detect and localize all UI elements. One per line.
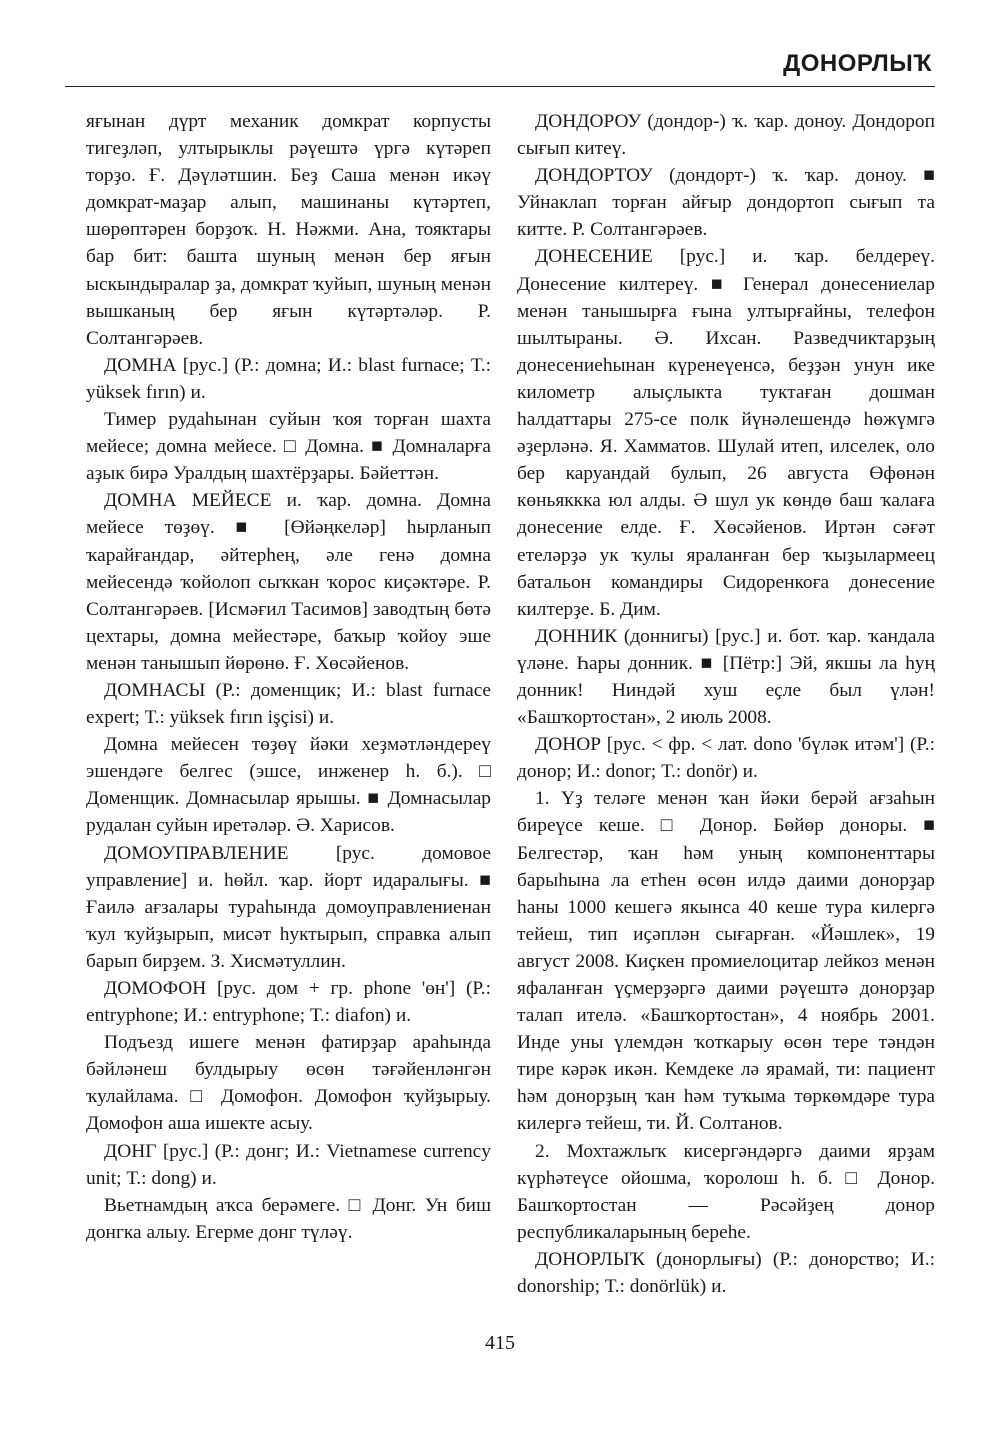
entry-headword: ДОМНА МЕЙЕСЕ и. ҡар. домна. Домна мейесе төҙөү. ■ [Өйәңкеләр] һырланып ҡарайғандар, әйтерһең, әле генә домна мейесендә ҡойолоп сыҡкан ҡорос киҫәктәре. Р. Солтангәрәев. [Исмәғил Тасимов] заводтың бөтә цехтары, домна мейестәре, баҡыр ҡойоу эше менән танышып йөрөнө. Ғ. Хөсәйенов.	[86, 490, 491, 674]
right-column	[517, 108, 935, 1300]
entry-headword: ДОМНА [рус.] (Р.: домна; И.: blast furnace; Т.: yüksek fırın) и.	[86, 354, 491, 403]
entry-headword: ДОНДОРТОУ (дондорт-) ҡ. ҡар. доноу. ■ Уйнаклап торған айғыр дондортоп сығып та китте. Р. Солтангәрәев.	[517, 165, 935, 241]
entry-headword: ДОНГ [рус.] (Р.: донг; И.: Vietnamese currency unit; Т.: dong) и.	[86, 1140, 491, 1189]
entry-headword: ДОНОРЛЫҠ (донорлығы) (Р.: донорство; И.: donorship; Т.: donörlük) и.	[517, 1248, 935, 1298]
page-number: 415	[485, 1332, 515, 1354]
entry-headword: ДОНЕСЕНИЕ [рус.] и. ҡар. белдереү. Донесение килтереү. ■ Генерал донесениелар менән танышырға ғына ултырғайны, телефон шылтыраны. Ә. Ихсан. Разведчиктарҙың донесениеһынан күренеүенсә, беҙҙән унун ике километр алыҫлыкта туктаған дошман һалдаттары 275-се полк йүнәлешендә һөжүмгә әҙерләнә. Я. Хамматов. Шулай итеп, илселек, оло бер каруандай булып, 26 августа Өфөнән көньяккка юл алды. Ә шул ук көндө баш ҡалаға донесение елде. Ғ. Хөсәйенов. Иртән сәғәт етеләрҙә ук ҡулы яраланған бер ҡыҙылармеец батальон командиры Сидоренкоға донесение килтерҙе. Б. Дим.	[517, 246, 935, 620]
entry-paragraph: яғынан дүрт механик домкрат корпусты тигеҙләп, ултырыклы рәүештә үргә күтәреп торҙо. Ғ. Дәүләтшин. Беҙ Саша менән икәү домкрат-маҙар алып, машинаны күтәртеп, шөрөптәрен борҙоҡ. Н. Нәжми. Ана, тояктары бар бит: башта шуның менән бер яғын ыскындыралар ҙа, домкрат ҡуйып, шуның менән вышканың бер яғын күтәртәләр. Р. Солтангәрәев.	[86, 111, 491, 349]
entry-paragraph: Подъезд ишеге менән фатирҙар араһында бәйләнеш булдырыу өсөн тәғәйенләнгән ҡулайлама. □ Домофон. Домофон ҡуйҙырыу. Домофон аша ишекте асыу.	[86, 1032, 491, 1135]
entry-paragraph: Вьетнамдың аҡса берәмеге. □ Донг. Ун биш донгка алыу. Егерме донг түләү.	[86, 1194, 491, 1243]
running-head: ДОНОРЛЫҠ	[783, 50, 932, 77]
entry-headword: ДОМНАСЫ (Р.: доменщик; И.: blast furnace expert; Т.: yüksek fırın işçisi) и.	[86, 679, 491, 729]
entry-headword: ДОМОФОН [рус. дом + гр. phone 'өн'] (Р.: entryphone; И.: entryphone; Т.: diafon) и.	[86, 978, 491, 1027]
entry-headword: ДОНОР [рус. < фр. < лат. dono 'бүләк итәм'] (Р.: донор; И.: donor; Т.: donör) и.	[517, 734, 935, 783]
header-rule	[65, 86, 935, 87]
entry-paragraph: Тимер рудаһынан суйын ҡоя торған шахта мейесе; домна мейесе. □ Домна. ■ Домналарға аҙык бирә Уралдың шахтёрҙары. Бәйеттән.	[86, 409, 491, 485]
entry-paragraph: Домна мейесен төҙөү йәки хеҙмәтләндереү эшендәге белгес (эшсе, инженер һ. б.). □ Доменщик. Домнасылар ярышы. ■ Домнасылар рудалан суйын иретәләр. Ә. Харисов.	[86, 734, 491, 837]
entry-headword: ДОНДОРОУ (дондор-) ҡ. ҡар. доноу. Дондороп сығып китеү.	[517, 111, 935, 160]
sense-paragraph: 1. Үҙ теләге менән ҡан йәки берәй ағзаһын биреүсе кеше. □ Донор. Бөйөр доноры. ■ Белгестәр, ҡан һәм уның компоненттары барыһына ла етһен өсөн илдә даими донорҙар һаны 1000 кешегә якынса 40 кеше тура килергә тейеш, тип иҫәплән сығарған. «Йәшлек», 19 август 2008. Киҫкен промиелоцитар лейкоз менән яфаланған үҫмерҙәргә даими рәүештә донорҙар талап ителә. «Башҡортостан», 4 ноябрь 2001. Инде уны үлемдән ҡоткарыу өсөн тере тәндән тире кәрәк икән. Кемдеке лә ярамай, ти: пациент һәм донорҙың ҡан һәм туҡыма төркөмдәре тура килергә тейеш, ти. Й. Солтанов.	[517, 788, 935, 1135]
entry-headword: ДОМОУПРАВЛЕНИЕ [рус. домовое управление] и. һөйл. ҡар. йорт идаралығы. ■ Ғаилә ағзалары тураһында домоуправлениенан ҡул ҡуйҙырып, мисәт һуктырып, справка алып барып бирҙем. З. Хисмәтуллин.	[86, 842, 491, 972]
entry-headword: ДОННИК (доннигы) [рус.] и. бот. ҡар. ҡандала үләне. Һары донник. ■ [Пётр:] Эй, якшы ла һуң донник! Ниндәй хуш еҫле был үлән! «Башҡортостан», 2 июль 2008.	[517, 625, 935, 729]
sense-paragraph: 2. Мохтажлыҡ кисергәндәргә даими ярҙам күрһәтеүсе ойошма, ҡоролош һ. б. □ Донор. Башҡортостан — Рәсәйҙең донор республикаларының береһе.	[517, 1140, 935, 1243]
left-column	[86, 108, 491, 1246]
